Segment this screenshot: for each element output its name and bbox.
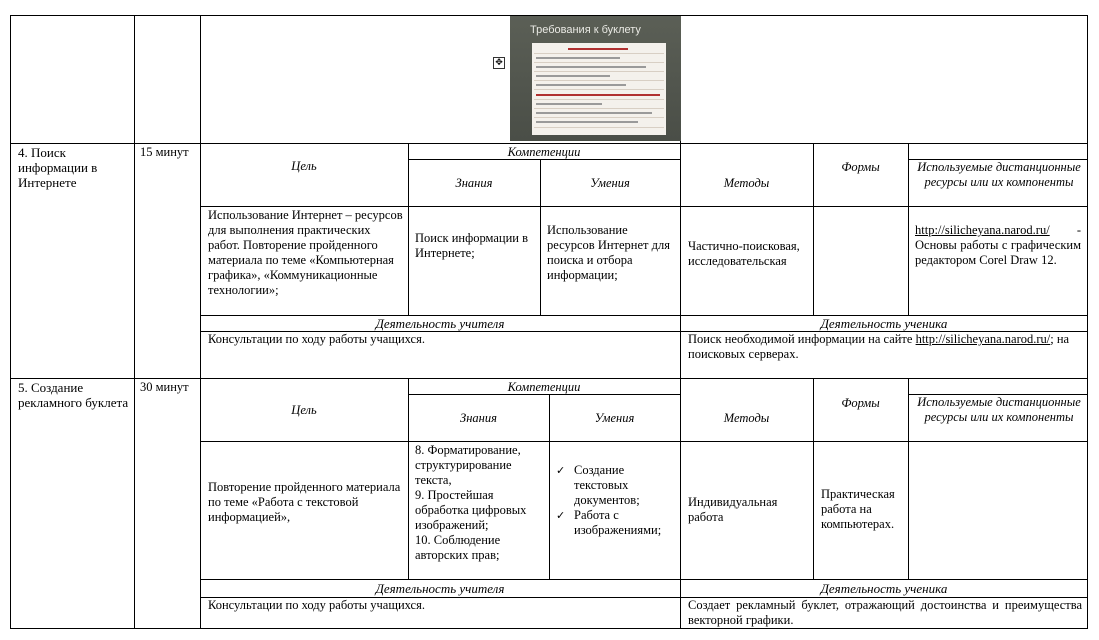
header-goal: Цель — [291, 403, 317, 417]
knowledge-text: 8. Форматирование, структурирование текста, 9. Простейшая обработка цифровых изображений; 10. Соблюдение авторских прав; — [415, 443, 527, 562]
goal-text: Использование Интернет – ресурсов для выполнения практических работ. Повторение пройденного материала по теме «Компьютерная графика», «Коммуникационные технологии»; — [208, 208, 403, 297]
goal-text: Повторение пройденного материала по теме «Работа с текстовой информацией», — [208, 480, 401, 524]
resource-description: Основы работы с графическим редактором Corel Draw 12. — [915, 238, 1081, 267]
teacher-activity-text: Консультации по ходу работы учащихся. — [208, 332, 425, 346]
checkmark-icon: ✓ — [556, 464, 566, 477]
header-competences: Компетенции — [507, 145, 581, 159]
student-activity-header: Деятельность ученика — [820, 316, 948, 331]
move-anchor-icon[interactable]: ✥ — [493, 57, 505, 69]
knowledge-text: Поиск информации в Интернете; — [415, 231, 528, 260]
col-divider — [134, 15, 135, 629]
teacher-activity-header: Деятельность учителя — [375, 316, 505, 331]
methods-text: Частично-поисковая, исследовательская — [688, 239, 800, 268]
header-competences: Компетенции — [507, 380, 581, 394]
header-skills: Умения — [594, 411, 635, 425]
list-item: ✓ Создание текстовых документов; — [556, 463, 640, 507]
header-forms: Формы — [841, 160, 880, 174]
student-activity-text: Поиск необходимой информации на сайте http://silicheyana.narod.ru/; на поисковых серверах. — [688, 332, 1070, 361]
header-methods: Методы — [723, 411, 770, 425]
col-divider — [408, 378, 409, 579]
header-resources: Используемые дистанционные ресурсы или их компоненты — [917, 395, 1081, 424]
row-divider — [200, 441, 1088, 442]
stage-time: 30 минут — [140, 380, 189, 394]
header-knowledge: Знания — [455, 176, 493, 190]
student-activity-text: Создает рекламный буклет, отражающий достоинства и преимущества векторной графики. — [688, 598, 1082, 627]
header-goal: Цель — [291, 159, 317, 173]
student-activity-header: Деятельность ученика — [820, 581, 948, 596]
slide-content — [532, 43, 666, 135]
resource-link[interactable]: http://silicheyana.narod.ru/ — [915, 223, 1050, 237]
teacher-activity-header: Деятельность учителя — [375, 581, 505, 596]
student-site-link[interactable]: http://silicheyana.narod.ru/ — [915, 332, 1051, 346]
stage-time: 15 минут — [140, 145, 189, 159]
list-item: ✓ Работа с изображениями; — [556, 508, 662, 537]
methods-text: Индивидуальная работа — [688, 495, 778, 524]
stage-title: 4. Поиск информации в Интернете — [18, 145, 98, 190]
col-divider — [908, 378, 909, 579]
skills-text: Использование ресурсов Интернет для поиска и отбора информации; — [547, 223, 670, 282]
row-divider — [200, 579, 1088, 580]
resources-text: http://silicheyana.narod.ru/ - Основы работы с графическим редактором Corel Draw 12. — [915, 223, 1081, 267]
col-divider — [408, 143, 409, 315]
header-forms: Формы — [841, 396, 880, 410]
header-knowledge: Знания — [460, 411, 497, 425]
slide-title: Требования к буклету — [530, 24, 641, 36]
header-methods: Методы — [723, 176, 770, 190]
row-divider — [200, 206, 1088, 207]
stage-title: 5. Создание рекламного буклета — [18, 380, 129, 410]
row-divider — [10, 143, 1088, 144]
col-divider — [908, 143, 909, 315]
header-resources: Используемые дистанционные ресурсы или их компоненты — [917, 160, 1081, 189]
slide-thumbnail[interactable] — [510, 16, 681, 141]
forms-text: Практическая работа на компьютерах. — [821, 487, 895, 531]
checkmark-icon: ✓ — [556, 509, 566, 522]
teacher-activity-text: Консультации по ходу работы учащихся. — [208, 598, 425, 612]
row-divider — [10, 378, 1088, 379]
header-skills: Умения — [590, 176, 630, 190]
skills-list — [556, 463, 678, 538]
